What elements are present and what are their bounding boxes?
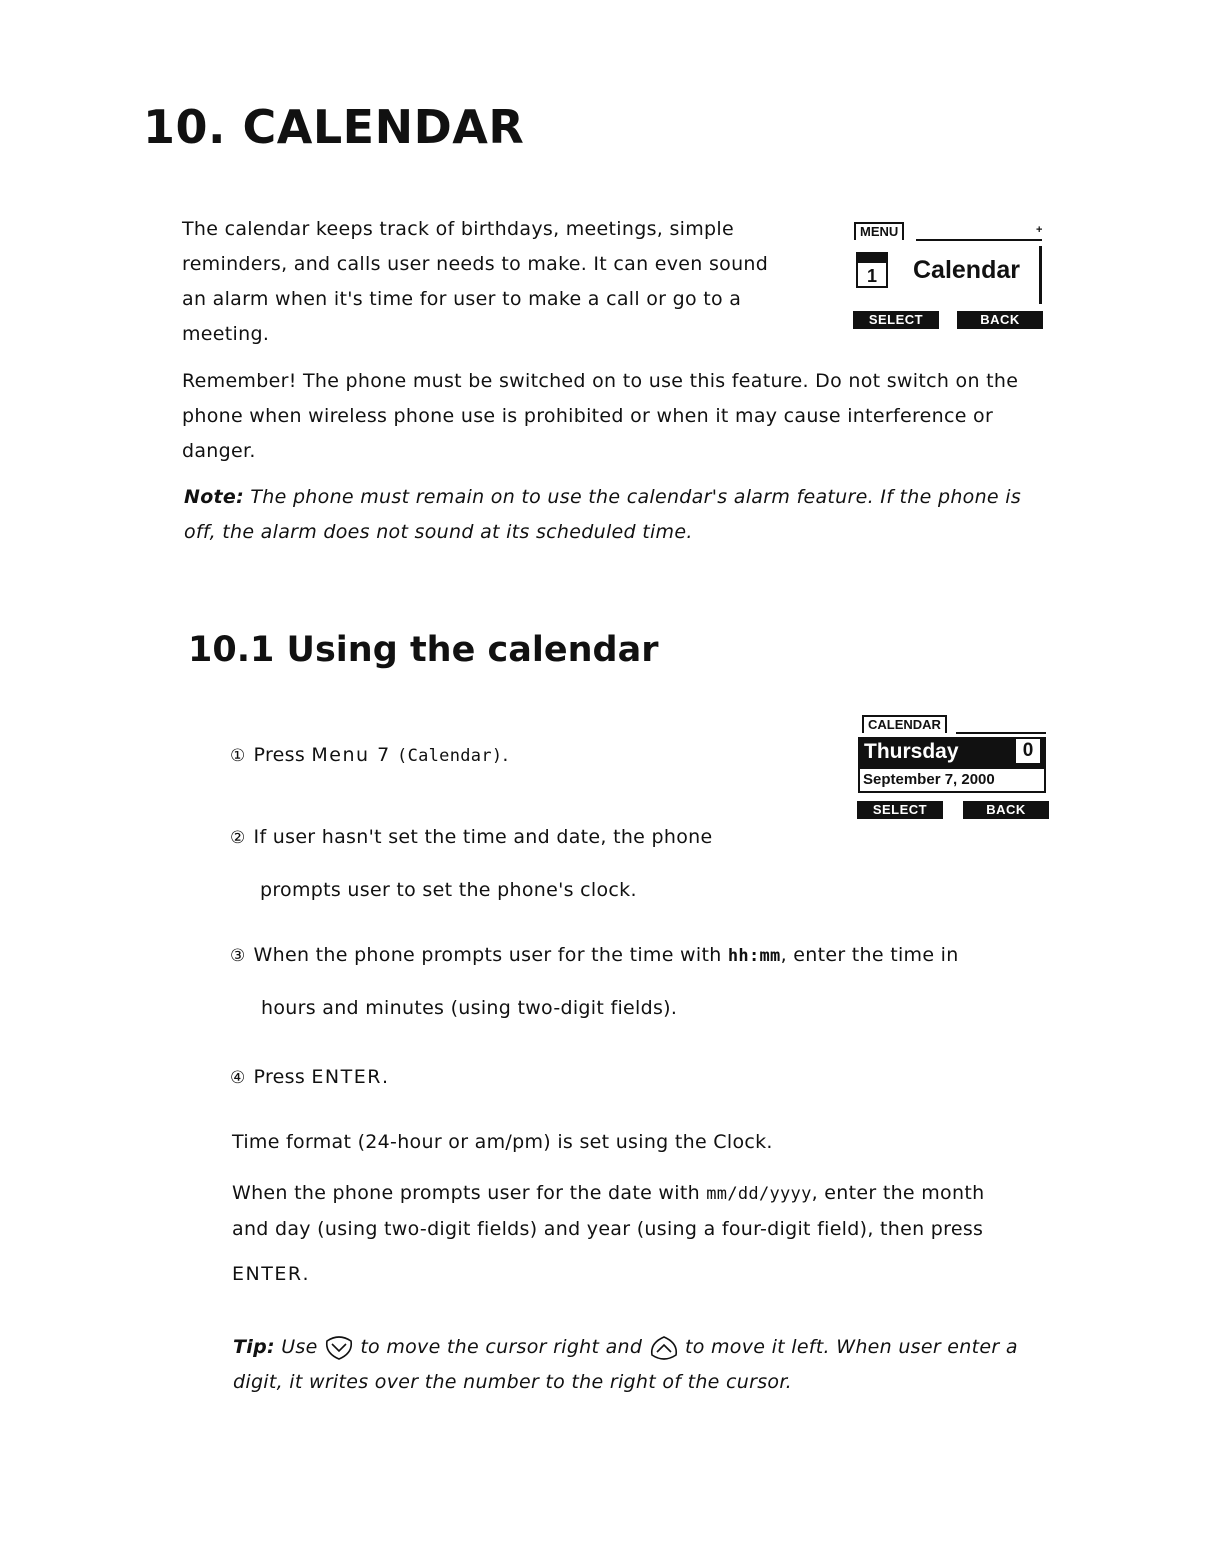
note-line: The phone must remain on to use the calendar's alarm feature. If the phone is bbox=[250, 486, 1022, 508]
step-text: Press bbox=[253, 744, 312, 766]
remember-line: phone when wireless phone use is prohibited or when it may cause interference or bbox=[182, 405, 994, 427]
softkey-select: SELECT bbox=[853, 311, 939, 329]
step-1 bbox=[230, 738, 509, 774]
tip-paragraph bbox=[233, 1330, 1133, 1400]
key-label: Menu 7 bbox=[311, 744, 391, 766]
softkey-back: BACK bbox=[963, 801, 1049, 819]
date-row: September 7, 2000 bbox=[858, 767, 1046, 793]
screen-divider bbox=[956, 732, 1046, 734]
note-label: Note: bbox=[184, 486, 245, 508]
tip-text: to move it left. When user enter a bbox=[684, 1336, 1018, 1358]
remember-paragraph bbox=[182, 364, 1102, 469]
intro-line: meeting. bbox=[182, 323, 270, 345]
code-text: mm/dd/yyyy bbox=[706, 1184, 812, 1204]
step-number: ③ bbox=[230, 946, 246, 966]
tip-text: to move the cursor right and bbox=[360, 1336, 643, 1358]
note-line: off, the alarm does not sound at its scheduled time. bbox=[184, 521, 693, 543]
intro-line: reminders, and calls user needs to make. It can even sound bbox=[182, 253, 769, 275]
tip-text: digit, it writes over the number to the right of the cursor. bbox=[233, 1371, 793, 1393]
tip-text: Use bbox=[281, 1336, 318, 1358]
step-3 bbox=[230, 938, 959, 1026]
key-label: ENTER bbox=[311, 1066, 382, 1088]
calendar-screen-title: CALENDAR bbox=[862, 715, 947, 733]
calendar-icon bbox=[856, 252, 888, 288]
scrollbar-icon bbox=[1039, 246, 1042, 304]
step-number: ② bbox=[230, 828, 246, 848]
step-text: , enter the time in bbox=[780, 944, 959, 966]
down-arrow-key-icon bbox=[324, 1335, 354, 1361]
paragraph-text: . bbox=[302, 1263, 309, 1285]
paragraph-text: and day (using two-digit fields) and year (using a four-digit field), then press bbox=[232, 1218, 984, 1240]
menu-screen-illustration bbox=[850, 218, 1050, 338]
code-text: (Calendar) bbox=[397, 746, 503, 766]
code-text: hh:mm bbox=[727, 946, 781, 966]
intro-line: an alarm when it's time for user to make a call or go to a bbox=[182, 288, 742, 310]
paragraph-text: , enter the month bbox=[811, 1182, 985, 1204]
step-text: When the phone prompts user for the time with bbox=[253, 944, 728, 966]
signal-icon: + bbox=[1036, 224, 1043, 236]
step-text: If user hasn't set the time and date, the phone bbox=[253, 826, 713, 848]
key-label: ENTER bbox=[232, 1263, 303, 1285]
page-title: 10. CALENDAR bbox=[143, 100, 525, 154]
intro-line: The calendar keeps track of birthdays, meetings, simple bbox=[182, 218, 734, 240]
screen-divider bbox=[916, 239, 1042, 241]
step-text: . bbox=[381, 1066, 389, 1088]
step-text: hours and minutes (using two-digit fields). bbox=[261, 997, 678, 1019]
menu-screen-title: MENU bbox=[854, 222, 904, 240]
step-text: Press bbox=[253, 1066, 312, 1088]
date-prompt-paragraph bbox=[232, 1176, 1112, 1292]
paragraph-text: When the phone prompts user for the date with bbox=[232, 1182, 707, 1204]
step-text: prompts user to set the phone's clock. bbox=[260, 879, 637, 901]
step-2 bbox=[230, 820, 712, 908]
step-text: . bbox=[502, 744, 509, 766]
calendar-screen-illustration bbox=[856, 712, 1052, 827]
section-title: 10.1 Using the calendar bbox=[188, 630, 659, 670]
event-count-badge: 0 bbox=[1016, 739, 1040, 763]
step-number: ① bbox=[230, 746, 246, 766]
step-4 bbox=[230, 1060, 388, 1096]
day-row bbox=[858, 737, 1046, 767]
tip-label: Tip: bbox=[233, 1336, 275, 1358]
remember-line: Remember! The phone must be switched on to use this feature. Do not switch on the bbox=[182, 370, 1019, 392]
note-paragraph bbox=[184, 480, 1104, 550]
up-arrow-key-icon bbox=[649, 1335, 679, 1361]
step-number: ④ bbox=[230, 1068, 246, 1088]
intro-paragraph bbox=[182, 212, 822, 352]
remember-line: danger. bbox=[182, 440, 256, 462]
day-label: Thursday bbox=[864, 740, 959, 763]
calendar-icon-day: 1 bbox=[866, 266, 877, 286]
time-format-text: Time format (24-hour or am/pm) is set using the Clock. bbox=[232, 1131, 773, 1153]
softkey-back: BACK bbox=[957, 311, 1043, 329]
softkey-select: SELECT bbox=[857, 801, 943, 819]
menu-item-label: Calendar bbox=[913, 256, 1020, 284]
